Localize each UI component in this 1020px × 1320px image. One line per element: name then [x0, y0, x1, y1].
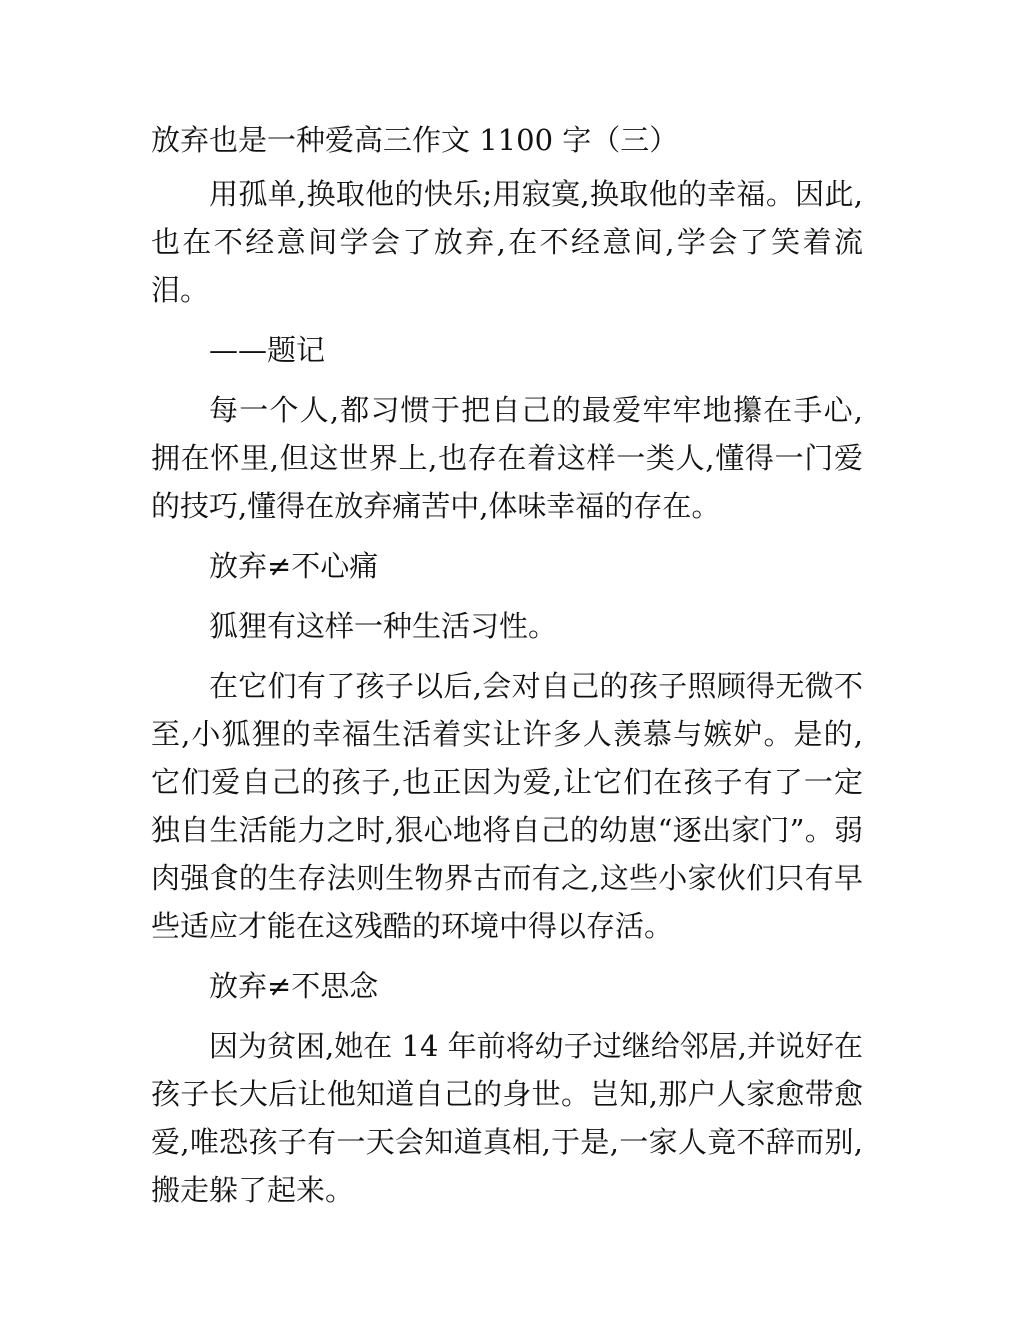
paragraph-fox-habit: 狐狸有这样一种生活习性。 — [209, 609, 558, 643]
section-heading-not-heartache: 放弃≠不心痛 — [209, 549, 379, 583]
document-body — [151, 116, 863, 1226]
epigraph-attribution: ——题记 — [209, 333, 326, 367]
paragraph-opening: 每一个人,都习惯于把自己的最爱牢牢地攥在手心,拥在怀里,但这世界上,也存在着这样一类人,懂得一门爱的技巧,懂得在放弃痛苦中,体味幸福的存在。 — [151, 393, 863, 523]
paragraph-mother-story: 因为贫困,她在 14 年前将幼子过继给邻居,并说好在孩子长大后让他知道自己的身世。岂知,那户人家愈带愈爱,唯恐孩子有一天会知道真相,于是,一家人竟不辞而别,搬走躲了起来。 — [151, 1029, 863, 1207]
paragraph-fox-story: 在它们有了孩子以后,会对自己的孩子照顾得无微不至,小狐狸的幸福生活着实让许多人羡慕与嫉妒。是的,它们爱自己的孩子,也正因为爱,让它们在孩子有了一定独自生活能力之时,狠心地将自己的幼崽“逐出家门”。弱肉强食的生存法则生物界古而有之,这些小家伙们只有早些适应才能在这残酷的环境中得以存活。 — [151, 669, 863, 943]
document-title: 放弃也是一种爱高三作文 1100 字（三） — [151, 123, 679, 157]
paragraph-intro: 用孤单,换取他的快乐;用寂寞,换取他的幸福。因此,也在不经意间学会了放弃,在不经意间,学会了笑着流泪。 — [151, 177, 864, 307]
section-heading-not-missing: 放弃≠不思念 — [209, 969, 379, 1003]
